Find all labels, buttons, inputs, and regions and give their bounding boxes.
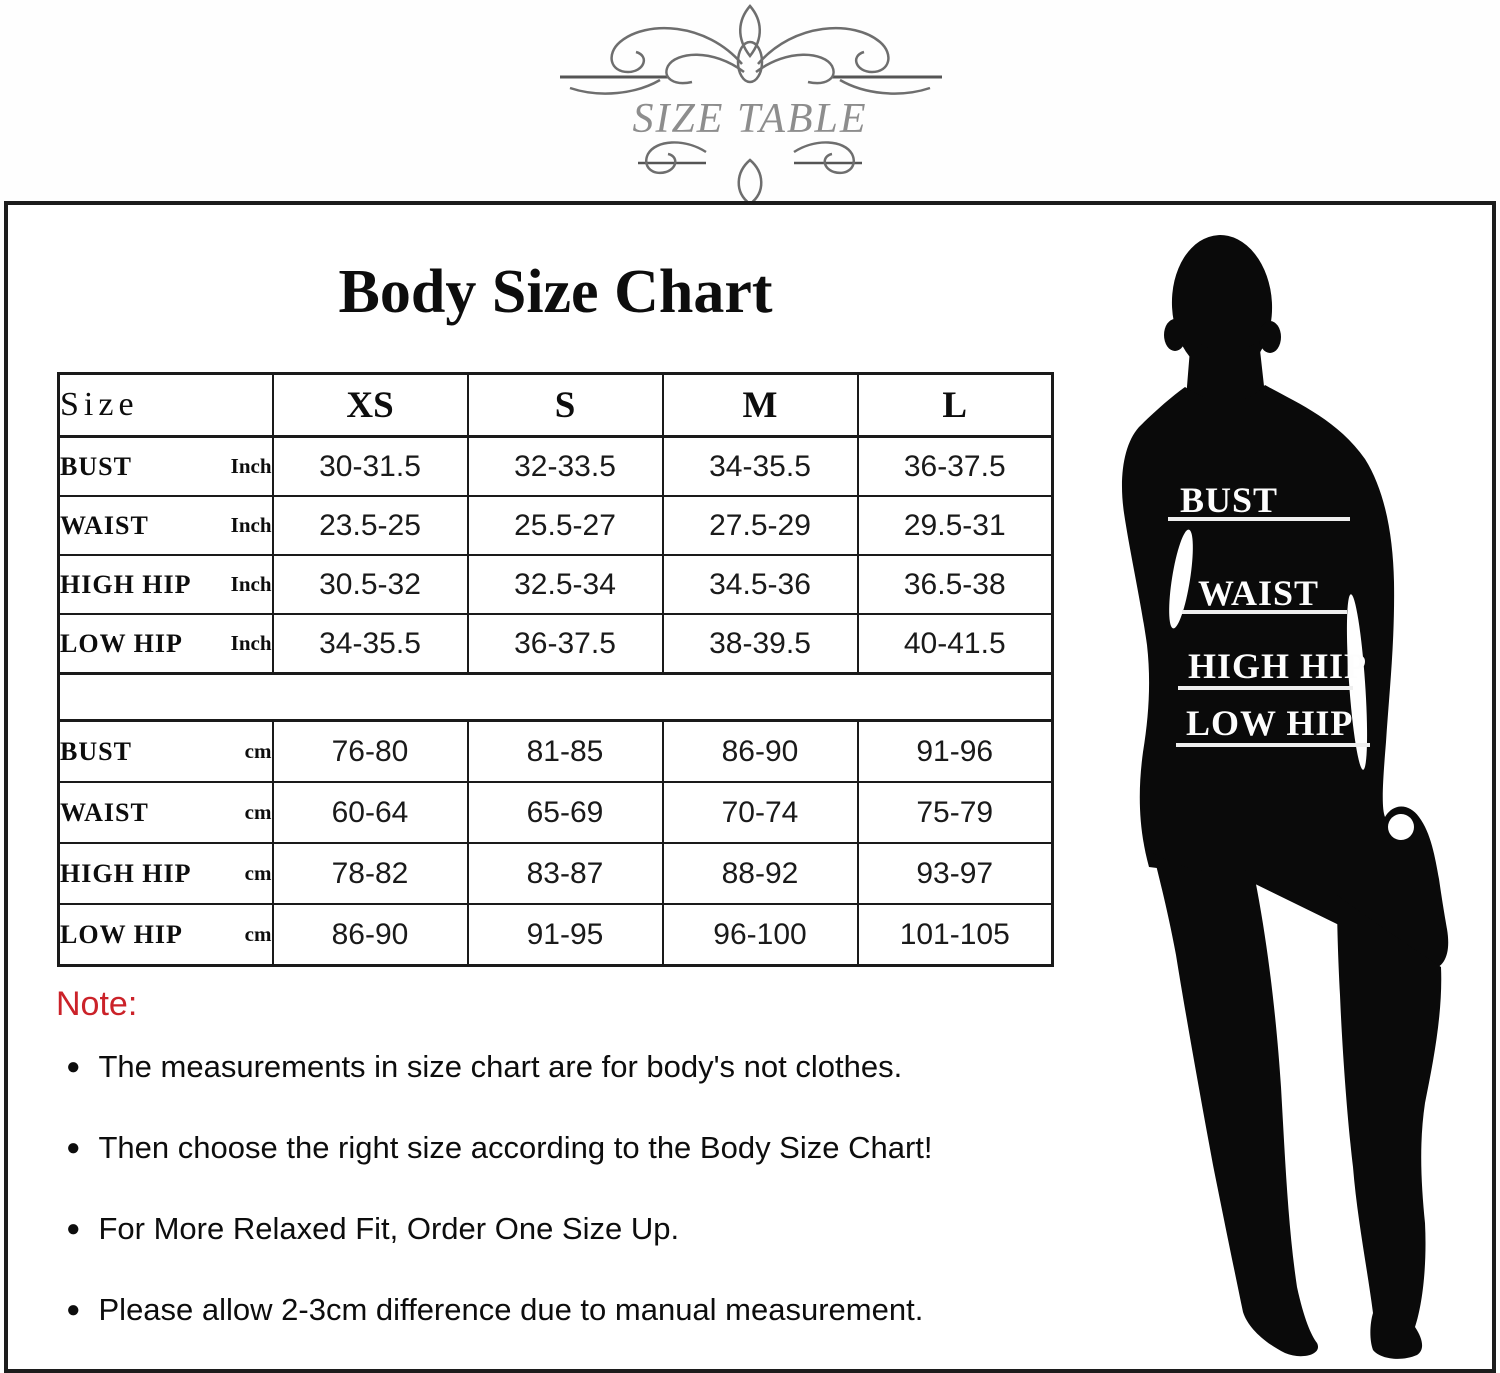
table-cell: 30-31.5	[273, 437, 468, 497]
table-cell: 25.5-27	[468, 496, 663, 555]
table-spacer-row	[59, 674, 1053, 721]
note-text: Please allow 2-3cm difference due to manual measurement.	[98, 1292, 924, 1327]
silhouette-shape	[1122, 232, 1448, 1358]
table-cell: 86-90	[273, 904, 468, 966]
size-header-xs: XS	[273, 374, 468, 437]
table-cell: 91-95	[468, 904, 663, 966]
table-cell: 101-105	[858, 904, 1053, 966]
table-cell: 38-39.5	[663, 614, 858, 674]
size-column-header: Size	[59, 374, 273, 437]
size-header-m: M	[663, 374, 858, 437]
table-cell: 23.5-25	[273, 496, 468, 555]
figure-label-highhip: HIGH HIP	[1188, 646, 1368, 686]
row-label-cell	[59, 437, 273, 497]
table-cell: 34-35.5	[273, 614, 468, 674]
table-row-highhip-cm	[59, 843, 1053, 904]
row-label: BUST	[60, 736, 132, 766]
table-cell: 81-85	[468, 721, 663, 783]
figure-measure-labels	[1168, 480, 1370, 745]
list-item	[54, 1131, 1054, 1165]
table-row-lowhip-cm	[59, 904, 1053, 966]
size-header-l: L	[858, 374, 1053, 437]
spacer-cell	[59, 674, 1053, 721]
row-label-cell	[59, 555, 273, 614]
row-label-cell	[59, 614, 273, 674]
table-row-waist-inch	[59, 496, 1053, 555]
figure-label-lowhip: LOW HIP	[1186, 703, 1354, 743]
row-label: WAIST	[60, 510, 149, 540]
table-row-waist-cm	[59, 782, 1053, 843]
row-label: LOW HIP	[60, 628, 183, 658]
table-cell: 83-87	[468, 843, 663, 904]
table-cell: 36.5-38	[858, 555, 1053, 614]
unit-label: Inch	[230, 454, 272, 478]
note-list	[54, 1050, 1054, 1327]
table-row-bust-cm	[59, 721, 1053, 783]
table-cell: 36-37.5	[468, 614, 663, 674]
table-row-lowhip-inch	[59, 614, 1053, 674]
figure-label-bust: BUST	[1180, 480, 1279, 520]
table-cell: 29.5-31	[858, 496, 1053, 555]
unit-label: cm	[244, 800, 272, 824]
table-row-highhip-inch	[59, 555, 1053, 614]
row-label-cell	[59, 843, 273, 904]
table-cell: 93-97	[858, 843, 1053, 904]
size-header-s: S	[468, 374, 663, 437]
bullet-icon: ●	[66, 1296, 81, 1323]
note-text: For More Relaxed Fit, Order One Size Up.	[98, 1211, 680, 1246]
ornament-title: SIZE TABLE	[632, 96, 868, 142]
table-cell: 70-74	[663, 782, 858, 843]
bullet-icon: ●	[66, 1134, 81, 1161]
unit-label: Inch	[230, 513, 272, 537]
table-cell: 27.5-29	[663, 496, 858, 555]
unit-label: Inch	[230, 631, 272, 655]
table-cell: 32-33.5	[468, 437, 663, 497]
table-cell: 32.5-34	[468, 555, 663, 614]
table-cell: 88-92	[663, 843, 858, 904]
table-cell: 60-64	[273, 782, 468, 843]
row-label: BUST	[60, 451, 132, 481]
table-cell: 34-35.5	[663, 437, 858, 497]
page-title: Body Size Chart	[338, 258, 773, 326]
row-label: HIGH HIP	[60, 858, 192, 888]
table-cell: 96-100	[663, 904, 858, 966]
table-header-row	[59, 374, 1053, 437]
row-label-cell	[59, 721, 273, 783]
table-cell: 78-82	[273, 843, 468, 904]
table-cell: 36-37.5	[858, 437, 1053, 497]
table-cell: 30.5-32	[273, 555, 468, 614]
row-label: LOW HIP	[60, 919, 183, 949]
ornament-header	[0, 0, 1500, 210]
list-item	[54, 1293, 1054, 1327]
row-label-cell	[59, 904, 273, 966]
table-cell: 76-80	[273, 721, 468, 783]
body-size-table	[57, 372, 1054, 967]
unit-label: cm	[244, 739, 272, 763]
table-row-bust-inch	[59, 437, 1053, 497]
row-label: HIGH HIP	[60, 569, 192, 599]
row-label-cell	[59, 496, 273, 555]
table-cell: 86-90	[663, 721, 858, 783]
unit-label: Inch	[230, 572, 272, 596]
table-cell: 75-79	[858, 782, 1053, 843]
row-label: WAIST	[60, 797, 149, 827]
unit-label: cm	[244, 922, 272, 946]
table-cell: 91-96	[858, 721, 1053, 783]
note-text: The measurements in size chart are for body's not clothes.	[98, 1049, 903, 1084]
row-label-cell	[59, 782, 273, 843]
note-text: Then choose the right size according to the Body Size Chart!	[98, 1130, 933, 1165]
note-heading: Note:	[56, 985, 138, 1023]
figure-label-waist: WAIST	[1198, 573, 1320, 613]
list-item	[54, 1212, 1054, 1246]
body-silhouette-figure	[1085, 217, 1485, 1373]
table-cell: 40-41.5	[858, 614, 1053, 674]
table-cell: 65-69	[468, 782, 663, 843]
content-frame	[4, 201, 1496, 1373]
notes-section	[54, 985, 1054, 1373]
bullet-icon: ●	[66, 1053, 81, 1080]
list-item	[54, 1050, 1054, 1084]
bullet-icon: ●	[66, 1215, 81, 1242]
unit-label: cm	[244, 861, 272, 885]
table-cell: 34.5-36	[663, 555, 858, 614]
